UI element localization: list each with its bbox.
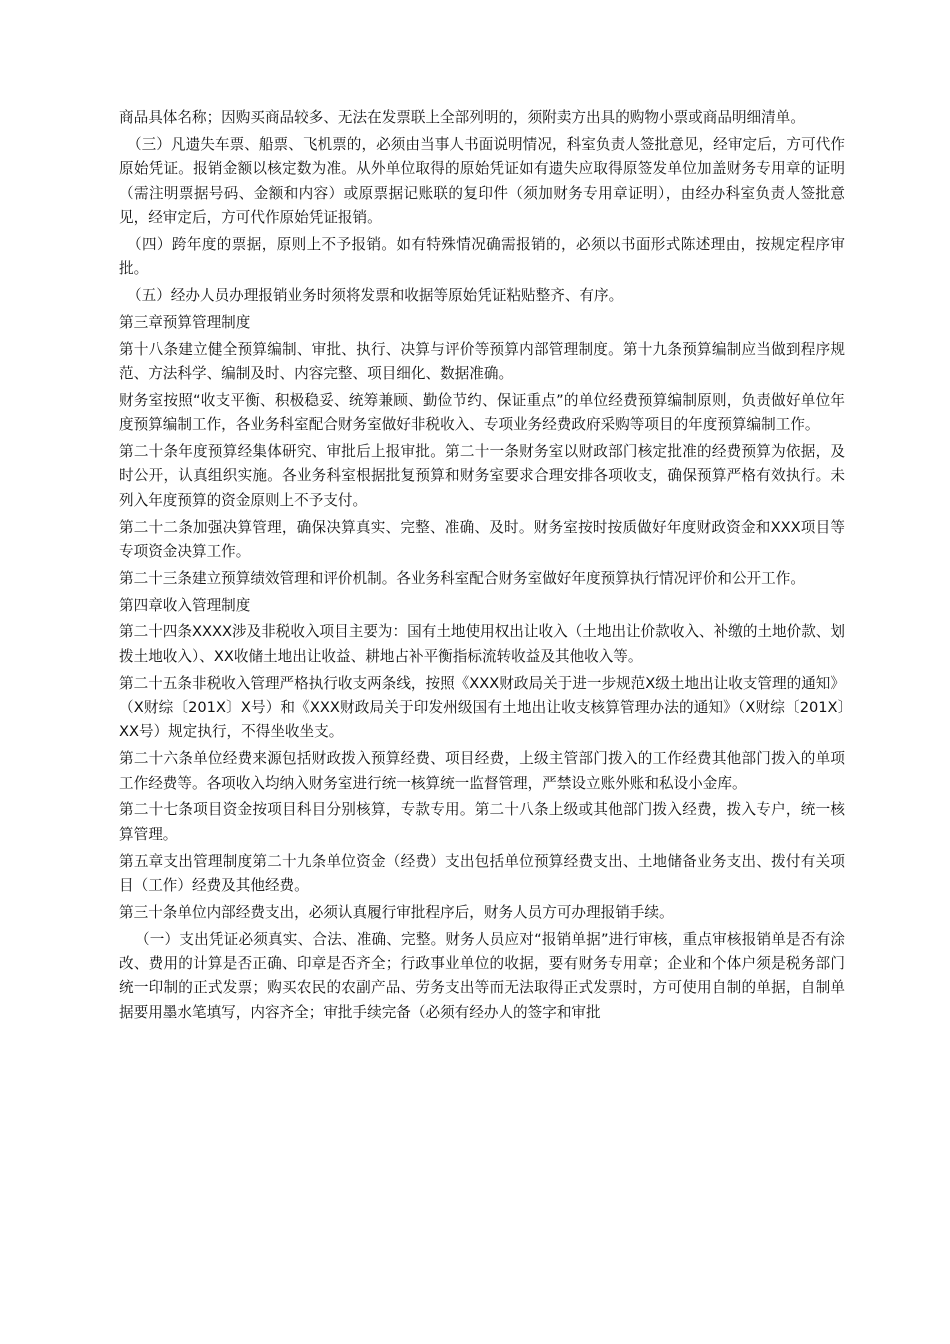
document-body bbox=[119, 106, 845, 1028]
paragraph-article-20: 第二十条年度预算经集体研究、审批后上报审批。第二十一条财务室以财政部门核定批准的经费预算为依据，及时公开，认真组织实施。各业务科室根据批复预算和财务室要求合理安排各项收支，确保预算严格有效执行。未列入年度预算的资金原则上不予支付。 bbox=[119, 443, 845, 509]
paragraph-lost-tickets: （三）凡遗失车票、船票、飞机票的，必须由当事人书面说明情况，科室负责人签批意见，经审定后，方可代作原始凭证。报销金额以核定数为准。从外单位取得的原始凭证如有遗失应取得原签发单位加盖财务专用章的证明（需注明票据号码、金额和内容）或原票据记账联的复印件（须加财务专用章证明），由经办科室负责人签批意见，经审定后，方可代作原始凭证报销。 bbox=[119, 135, 845, 227]
paragraph-article-18: 第十八条建立健全预算编制、审批、执行、决算与评价等预算内部管理制度。第十九条预算编制应当做到程序规范、方法科学、编制及时、内容完整、项目细化、数据准确。 bbox=[119, 340, 845, 383]
chapter-heading-budget: 第三章预算管理制度 bbox=[119, 313, 251, 331]
paragraph-article-25: 第二十五条非税收入管理严格执行收支两条线，按照《XXX财政局关于进一步规范X级土地出让收支管理的通知》（X财综〔201X〕X号）和《XXX财政局关于印发州级国有土地出让收支核算管理办法的通知》（X财综〔201X〕XX号）规定执行，不得坐收坐支。 bbox=[119, 674, 845, 741]
paragraph-paste-receipts: （五）经办人员办理报销业务时须将发票和收据等原始凭证粘贴整齐、有序。 bbox=[127, 287, 624, 305]
paragraph-cross-year: （四）跨年度的票据，原则上不予报销。如有特殊情况确需报销的，必须以书面形式陈述理由，按规定程序审批。 bbox=[119, 235, 845, 278]
paragraph-article-27: 第二十七条项目资金按项目科目分别核算，专款专用。第二十八条上级或其他部门拨入经费，拨入专户，统一核算管理。 bbox=[119, 801, 845, 843]
paragraph-article-24: 第二十四条XXXX涉及非税收入项目主要为：国有土地使用权出让收入（土地出让价款收入、补缴的土地价款、划拨土地收入）、XX收储土地出让收益、耕地占补平衡指标流转收益及其他收入等。 bbox=[119, 623, 845, 665]
paragraph-expense-vouchers: （一）支出凭证必须真实、合法、准确、完整。财务人员应对“报销单据”进行审核，重点审核报销单是否有涂改、费用的计算是否正确、印章是否齐全；行政事业单位的收据，要有财务专用章；企业和个体户须是税务部门统一印制的正式发票；购买农民的农副产品、劳务支出等而无法取得正式发票时，方可使用自制的单据，自制单据要用墨水笔填写，内容齐全；审批手续完备（必须有经办人的签字和审批 bbox=[119, 930, 845, 1021]
paragraph-article-26: 第二十六条单位经费来源包括财政拨入预算经费、项目经费，上级主管部门拨入的工作经费其他部门拨入的单项工作经费等。各项收入均纳入财务室进行统一核算统一监督管理，严禁设立账外账和私设小金库。 bbox=[119, 750, 845, 792]
chapter-heading-income: 第四章收入管理制度 bbox=[119, 596, 251, 614]
paragraph-article-30: 第三十条单位内部经费支出，必须认真履行审批程序后，财务人员方可办理报销手续。 bbox=[119, 903, 674, 921]
paragraph-article-22: 第二十二条加强决算管理，确保决算真实、完整、准确、及时。财务室按时按质做好年度财政资金和XXX项目等专项资金决算工作。 bbox=[119, 518, 845, 561]
paragraph-chapter-5-article-29: 第五章支出管理制度第二十九条单位资金（经费）支出包括单位预算经费支出、土地储备业务支出、拨付有关项目（工作）经费及其他经费。 bbox=[119, 852, 845, 895]
paragraph-budget-principle: 财务室按照“收支平衡、积极稳妥、统筹兼顾、勤俭节约、保证重点”的单位经费预算编制原则，负责做好单位年度预算编制工作，各业务科室配合财务室做好非税收入、专项业务经费政府采购等项目的年度预算编制工作。 bbox=[119, 391, 845, 434]
paragraph-continued: 商品具体名称；因购买商品较多、无法在发票联上全部列明的，须附卖方出具的购物小票或商品明细清单。 bbox=[119, 109, 805, 126]
paragraph-article-23: 第二十三条建立预算绩效管理和评价机制。各业务科室配合财务室做好年度预算执行情况评价和公开工作。 bbox=[119, 569, 805, 587]
